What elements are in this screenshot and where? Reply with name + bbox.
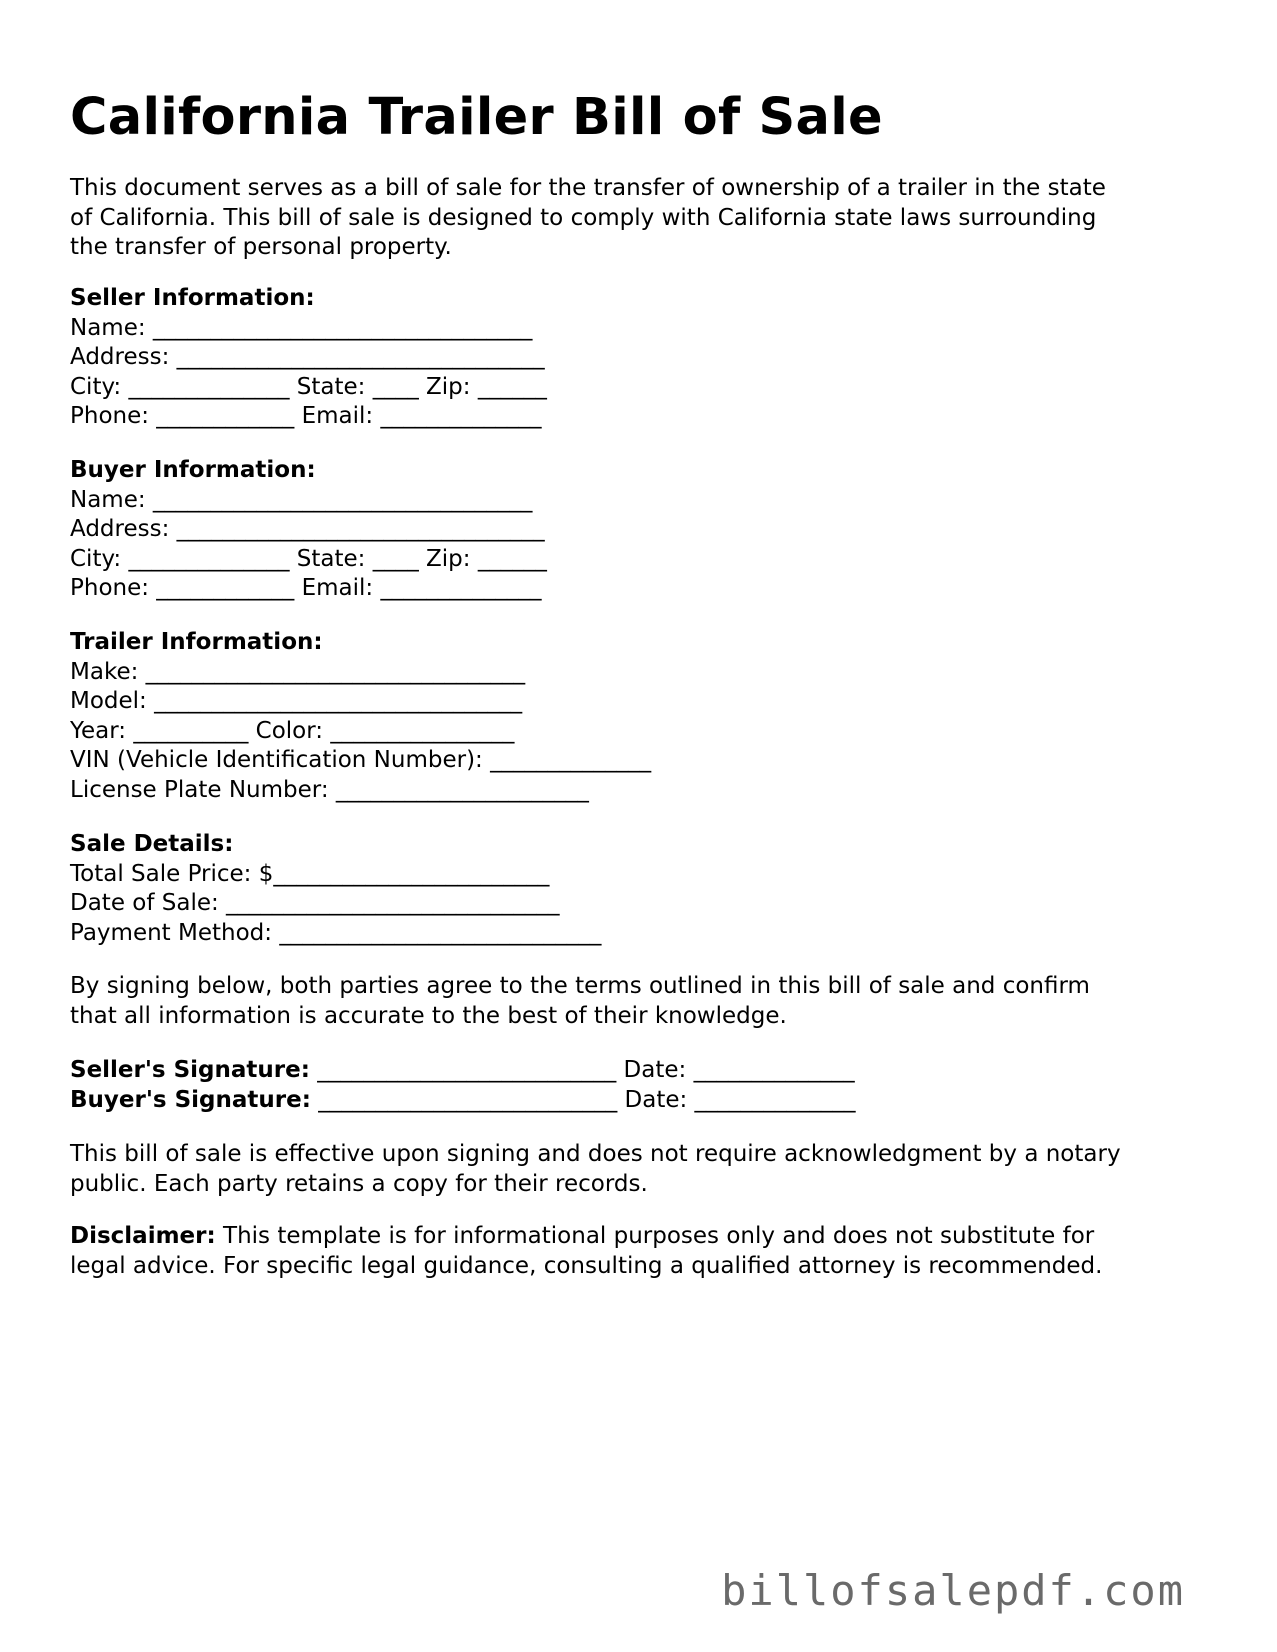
sale-section: [70, 830, 1210, 948]
seller-section: [70, 284, 1210, 432]
seller-name-field: Name: _________________________________: [70, 314, 533, 341]
disclaimer-paragraph: [70, 1222, 1210, 1281]
trailer-make-field: Make: _________________________________: [70, 658, 526, 685]
trailer-plate-field: License Plate Number: ______________________: [70, 776, 589, 803]
disclaimer-line: [70, 1222, 1210, 1252]
buyer-section: [70, 456, 1210, 604]
buyer-address-field: Address: ________________________________: [70, 516, 545, 542]
effective-paragraph: [70, 1140, 1210, 1199]
disclaimer-label: Disclaimer:: [70, 1223, 216, 1249]
signature-section: [70, 1056, 1210, 1115]
seller-city-state-zip-field: City: ______________ State: ____ Zip: ______: [70, 373, 547, 400]
buyer-city-state-zip-field: City: ______________ State: ____ Zip: ______: [70, 545, 547, 572]
effective-line: This bill of sale is effective upon signing and does not require acknowledgment by a notary: [70, 1141, 1121, 1167]
buyer-signature-row: [70, 1086, 1210, 1116]
seller-signature-line: __________________________ Date: ______________: [309, 1057, 855, 1083]
seller-signature-label: Seller's Signature:: [70, 1057, 310, 1083]
intro-paragraph: [70, 174, 1210, 263]
watermark: billofsalepdf.com: [721, 1566, 1185, 1615]
agreement-paragraph: [70, 972, 1210, 1031]
seller-address-field: Address: ________________________________: [70, 344, 545, 370]
buyer-signature-label: Buyer's Signature:: [70, 1086, 311, 1113]
trailer-section: [70, 628, 1210, 805]
disclaimer-line: legal advice. For specific legal guidance, consulting a qualified attorney is recommended.: [70, 1252, 1103, 1279]
effective-line: public. Each party retains a copy for their records.: [70, 1170, 648, 1197]
sale-date-field: Date of Sale: _____________________________: [70, 890, 560, 916]
trailer-model-field: Model: ________________________________: [70, 688, 523, 714]
seller-signature-row: [70, 1056, 1210, 1086]
seller-phone-email-field: Phone: ____________ Email: ______________: [70, 403, 542, 429]
agreement-line: that all information is accurate to the best of their knowledge.: [70, 1002, 787, 1029]
buyer-phone-email-field: Phone: ____________ Email: ______________: [70, 575, 542, 601]
buyer-name-field: Name: _________________________________: [70, 486, 533, 513]
trailer-vin-field: VIN (Vehicle Identification Number): ______________: [70, 747, 652, 773]
buyer-heading: Buyer Information:: [70, 457, 316, 483]
trailer-heading: Trailer Information:: [70, 629, 323, 655]
disclaimer-text: This template is for informational purposes only and does not substitute for: [215, 1223, 1095, 1249]
intro-line: This document serves as a bill of sale for the transfer of ownership of a trailer in the state: [70, 175, 1106, 201]
sale-heading: Sale Details:: [70, 831, 234, 857]
intro-line: the transfer of personal property.: [70, 234, 452, 260]
intro-line: of California. This bill of sale is designed to comply with California state laws surrounding: [70, 204, 1097, 231]
document-title: California Trailer Bill of Sale: [70, 88, 883, 147]
buyer-signature-line: __________________________ Date: ______________: [310, 1086, 856, 1113]
trailer-year-color-field: Year: __________ Color: ________________: [70, 717, 515, 744]
seller-heading: Seller Information:: [70, 285, 315, 311]
agreement-line: By signing below, both parties agree to the terms outlined in this bill of sale and confirm: [70, 973, 1090, 999]
sale-price-field: Total Sale Price: $________________________: [70, 860, 550, 887]
payment-method-field: Payment Method: ____________________________: [70, 919, 602, 946]
